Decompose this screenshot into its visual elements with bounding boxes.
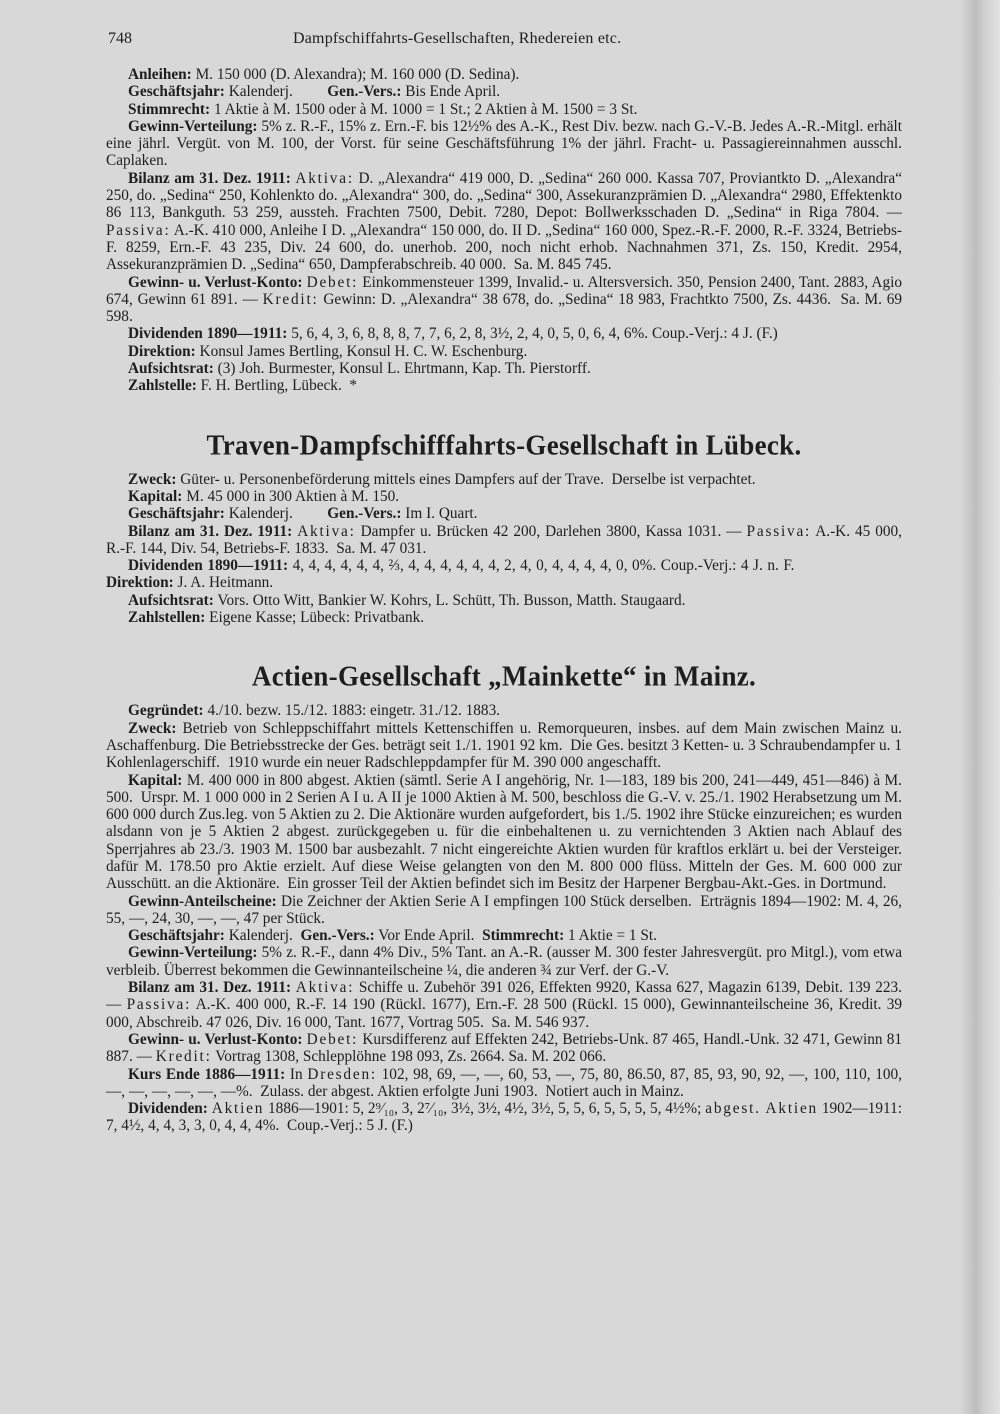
entry-label: Stimmrecht: [128,100,211,118]
entry-text: Bis Ende April. [401,83,501,101]
spaced-term: Debet: [306,273,359,291]
running-title: Dampfschiffahrts-Gesellschaften, Rhedereien etc. [293,30,622,47]
entry-text: 102, 98, 69, —, —, 60, 53, —, 75, 80, 86.50, 87, 85, 93, 90, 92, —, 100, 110, 100, —, —, —, —, —, —%. Zulass. der abgest. Aktien erfolgte Juni 1903. Notiert auch in Mainz. [106,1065,902,1100]
entry-label: Geschäftsjahr: [128,505,225,523]
entry-label: Direktion: [128,342,196,360]
entry-label: Gen.-Vers.: [327,505,402,523]
entry-paragraph [106,377,902,394]
entry-text: 1 Aktie à M. 1500 oder à M. 1000 = 1 St.; 2 Aktien à M. 1500 = 3 St. [210,100,638,118]
entry-paragraph [106,557,902,592]
entry-paragraph [106,772,902,893]
entry-paragraph [106,101,902,118]
entry-label: Dividenden: [128,1100,208,1118]
entry-text: 1 Aktie = 1 St. [564,927,657,945]
entry-paragraph [106,360,902,377]
entry-label: Aufsichtsrat: [128,591,214,609]
entry-paragraph [106,1100,902,1135]
entry-text: 1886—1901: 5, 2⁹⁄₁₀, 3, 2⁷⁄₁₀, 3½, 3½, 4½, 3½, 5, 5, 6, 5, 5, 5, 5, 4½%; [264,1100,706,1118]
entry-label: Gewinn- u. Verlust-Konto: [128,1030,303,1048]
entry-text: Vors. Otto Witt, Bankier W. Kohrs, L. Schütt, Th. Busson, Matth. Staugaard. [213,591,686,609]
entry-label: Zahlstelle: [128,377,197,395]
entry-text: Vortrag 1308, Schlepplöhne 198 093, Zs. 2664. Sa. M. 202 066. [211,1048,607,1066]
company-title: Traven-Dampfschifffahrts-Gesellschaft in Lübeck. [206,428,802,461]
entry-text: 4, 4, 4, 4, 4, 4, ⅔, 4, 4, 4, 4, 4, 4, 2, 4, 0, 4, 4, 4, 4, 0, 0%. Coup.-Verj.: 4 J. n. F. [288,557,902,575]
entry-paragraph [106,720,902,772]
spaced-term: Passiva: [106,221,171,239]
spaced-term: abgest. Aktien [705,1100,818,1118]
entry-paragraph [106,274,902,326]
entry-text: Im I. Quart. [401,505,478,523]
entry-paragraph [106,592,902,609]
entry-label: Bilanz am 31. Dez. 1911: [128,169,291,187]
spaced-term: Aktiva: [295,979,355,997]
entry-text: Dampfer u. Brücken 42 200, Darlehen 3800, Kassa 1031. — [355,522,747,540]
spaced-term: Passiva: [126,996,192,1014]
entry-label: Zahlstellen: [128,609,206,627]
entry-text: In [285,1065,308,1083]
entry-paragraph [106,170,902,274]
company-title: Actien-Gesellschaft „Mainkette“ in Mainz. [251,660,757,693]
entry-text: Gewinn: D. „Alexandra“ 38 678, do. „Sedina“ 18 983, Frachtkto 7500, Zs. 4436. Sa. M. 69 598. [106,290,902,326]
spaced-term: Debet: [306,1030,359,1048]
entry-paragraph [106,118,902,170]
entry-paragraph [106,979,902,1031]
entry-text: A.-K. 400 000, R.-F. 14 190 (Rückl. 1677), Ern.-F. 28 500 (Rückl. 15 000), Gewinnanteilscheine 36, Kredit. 39 000, Abschreib. 47 026, Div. 16 000, Tant. 1677, Vortrag 505. Sa. M. 546 937. [106,996,902,1031]
entry-label: Direktion: [106,574,174,592]
spaced-term: Dresden: [307,1065,377,1083]
company-section [106,66,902,395]
entry-text: Schiffe u. Zubehör 391 026, Effekten 9920, Kassa 627, Magazin 6139, Debit. 139 223. — [106,979,902,1014]
entry-paragraph [106,325,902,342]
entry-text: (3) Joh. Burmester, Konsul L. Ehrtmann, Kap. Th. Pierstorff. [213,360,591,378]
entry-label: Gegründet: [128,702,204,720]
entry-label: Gewinn-Anteilscheine: [128,892,277,910]
entry-text: Kalenderj. [224,927,301,945]
entry-label: Gen.-Vers.: [327,83,402,101]
entry-label: Geschäftsjahr: [128,83,225,101]
entry-label: Dividenden 1890—1911: [128,325,288,343]
spaced-term: Kredit: [155,1048,212,1066]
entry-text: 5% z. R.-F., 15% z. Ern.-F. bis 12½% des A.-K., Rest Div. bezw. nach G.-V.-B. Jedes A.-R.-Mitgl. erhält eine jährl. Vergüt. von M. 100, der Vorst. für seine Geschäftsführung 1% der jährl. Fracht- u. Passagiereinnahmen ausschl. Caplaken. [106,117,902,170]
entry-text: 1902—1911: 7, 4½, 4, 4, 3, 3, 0, 4, 4, 4%. Coup.-Verj.: 5 J. (F.) [106,1100,902,1135]
entry-label: Geschäftsjahr: [128,927,225,945]
entry-paragraph [106,944,902,979]
entry-text: A.-K. 45 000, R.-F. 144, Div. 54, Betriebs-F. 1833. Sa. M. 47 031. [106,522,902,557]
spaced-term: Aktiva: [295,169,354,187]
entry-text: Güter- u. Personenbeförderung mittels eines Dampfers auf der Trave. Derselbe ist verpachtet. [176,470,756,488]
spaced-term: Aktiva: [297,522,356,540]
entry-text: Kursdifferenz auf Effekten 242, Betriebs-Unk. 87 465, Handl.-Unk. 32 471, Gewinn 81 887. — [106,1030,902,1066]
spaced-term: Passiva: [746,522,812,540]
entry-text: A.-K. 410 000, Anleihe I D. „Alexandra“ 150 000, do. II D. „Sedina“ 160 000, Spez.-R.-F. 2000, R.-F. 3324, Betriebs-F. 8259, Ern.-F. 43 235, Div. 24 600, do. unerhob. 200, noch nicht erhob. Nachnahmen 371, Zs. 150, Kredit. 2954, Assekuranzprämien D. „Sedina“ 650, Dampferabschreib. 40 000. Sa. M. 845 745. [106,221,902,274]
entry-label: Stimmrecht: [482,927,565,945]
entry-text: Die Zeichner der Aktien Serie A I empfingen 100 Stück derselben. Erträgnis 1894—1902: M. 4, 26, 55, —, 24, 30, —, —, 47 per Stück. [106,892,902,927]
entry-paragraph [106,609,902,626]
entry-label: Bilanz am 31. Dez. 1911: [128,979,292,997]
entry-label: Bilanz am 31. Dez. 1911: [128,522,293,540]
entry-text: M. 150 000 (D. Alexandra); M. 160 000 (D. Sedina). [191,66,520,83]
entry-text: F. H. Bertling, Lübeck. * [196,377,358,395]
entry-paragraph [106,702,902,719]
entry-text: Konsul James Bertling, Konsul H. C. W. Eschenburg. [195,342,528,360]
page-edge-shadow [960,0,1000,1414]
entry-text: Kalenderj. [224,83,328,101]
entry-paragraph [106,1031,902,1066]
entry-text: Eigene Kasse; Lübeck: Privatbank. [205,609,425,627]
entry-label: Zweck: [128,719,177,737]
entry-paragraph [106,66,902,83]
entry-text: M. 45 000 in 300 Aktien à M. 150. [182,487,400,505]
entry-label: Gen.-Vers.: [300,927,375,945]
entry-text: Betrieb von Schleppschiffahrt mittels Kettenschiffen u. Remorqueuren, insbes. auf dem Main zwischen Mainz u. Aschaffenburg. Die Betriebsstrecke der Ges. beträgt seit 1./1. 1901 92 km. Die Ges. besitzt 3 Ketten- u. 3 Schraubendampfer u. 1 Kohlenlagerschiff. 1910 wurde ein neuer Radschleppdampfer für M. 390 000 angeschafft. [106,719,902,772]
company-section [106,429,902,627]
entry-text: Einkommensteuer 1399, Invalid.- u. Altersversich. 350, Pension 2400, Tant. 2883, Agio 674, Gewinn 61 891. — [106,273,902,308]
entry-paragraph [106,1066,902,1101]
entry-label: Gewinn-Verteilung: [128,944,258,962]
entry-text: D. „Alexandra“ 419 000, D. „Sedina“ 260 000. Kassa 707, Proviantkto D. „Alexandra“ 250, do. „Sedina“ 250, Kohlenkto do. „Alexandra“ 300, do. „Sedina“ 300, Assekuranzprämien D. „Alexandra“ 2980, Effektenkto 86 113, Bankguth. 53 259, aussteh. Frachten 7500, Debit. 7280, Depot: Bollwerksschaden D. „Sedina“ in Riga 7804. — [106,169,902,222]
entry-paragraph [106,927,902,944]
entry-text: Vor Ende April. [374,927,483,945]
entry-paragraph [106,505,902,522]
entry-label: Kurs Ende 1886—1911: [128,1065,286,1083]
spaced-term: Aktien [211,1100,265,1118]
entry-label: Kapital: [128,771,183,789]
page-header [108,30,908,52]
entry-paragraph [106,471,902,488]
entry-label: Gewinn- u. Verlust-Konto: [128,273,303,291]
entry-text: M. 400 000 in 800 abgest. Aktien (sämtl. Serie A I angehörig, Nr. 1—183, 189 bis 200, 241—449, 451—846) à M. 500. Urspr. M. 1 000 000 in 2 Serien A I u. A II je 1000 Aktien à M. 500, beschloss die G.-V. v. 25./1. 1902 Herabsetzung um M. 600 000 durch Zus.leg. von 5 Aktien zu 2. Die Aktionäre wurden aufgefordert, bis 1./5. 1902 ihre Stücke einzureichen; es wurden alsdann von je 5 Aktien 2 abgest. zurückgegeben u. für die einbehaltenen u. zu vernichtenden 3 Aktien nach Ablauf des Sperrjahres ab 23./3. 1903 M. 1500 bar ausbezahlt. 7 nicht eingereichte Aktien wurden für kraftlos erklärt u. bei der Versteiger. dafür M. 178.50 pro Aktie erzielt. Auf diese Weise gelangten von den M. 800 000 flüss. Mitteln der Ges. M. 600 000 zur Ausschütt. an die Aktionäre. Ein grosser Teil der Aktien befindet sich im Besitz der Harpener Bergbau-Akt.-Ges. in Dortmund. [106,771,902,893]
entry-paragraph [106,893,902,928]
entry-text: J. A. Heitmann. [173,574,274,592]
entry-paragraph [106,488,902,505]
entry-label: Gewinn-Verteilung: [128,117,258,135]
entry-label: Kapital: [128,487,183,505]
entry-paragraph [106,523,902,558]
entry-label: Zweck: [128,470,177,488]
entry-text: 5, 6, 4, 3, 6, 8, 8, 8, 7, 7, 6, 2, 8, 3½, 2, 4, 0, 5, 0, 6, 4, 6%. Coup.-Verj.: 4 J. (F.) [287,325,778,343]
entry-text: 5% z. R.-F., dann 4% Div., 5% Tant. an A.-R. (ausser M. 300 fester Jahresvergüt. pro Mitgl.), vom etwa verbleib. Überrest bekommen die Gewinnanteilscheine ¼, die anderen ¾ zur Verf. der G.-V. [106,944,902,979]
entry-text: 4./10. bezw. 15./12. 1883: eingetr. 31./12. 1883. [203,702,501,720]
entry-label: Aufsichtsrat: [128,360,214,378]
entry-label: Dividenden 1890—1911: [128,557,289,575]
page-content [106,66,902,1135]
spaced-term: Kredit: [262,290,319,308]
company-section [106,660,902,1134]
entry-text: Kalenderj. [224,505,328,523]
entry-paragraph [106,343,902,360]
page-number: 748 [108,30,132,47]
entry-paragraph [106,83,902,100]
entry-label: Anleihen: [128,66,192,83]
